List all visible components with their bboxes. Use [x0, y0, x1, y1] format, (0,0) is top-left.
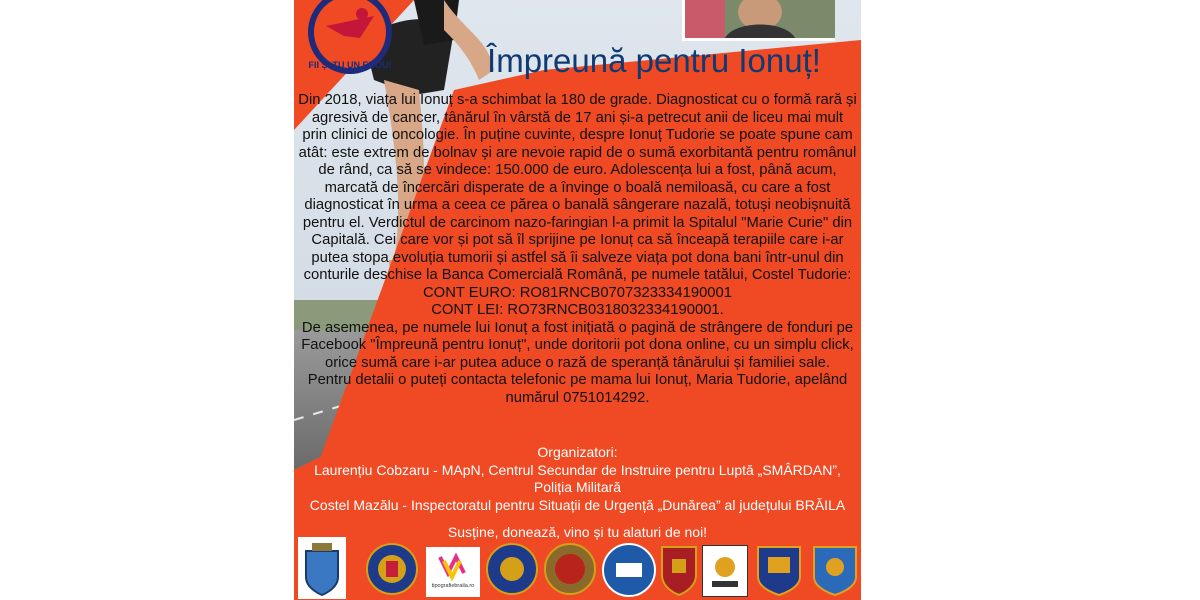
sponsor-text: tipografiebraila.ro [431, 583, 475, 589]
account-euro: CONT EURO: RO81RNCB0707323334190001 [423, 284, 732, 301]
badge-text: FII ȘI TU UN EROU! [308, 60, 392, 70]
partner-logos [294, 533, 861, 600]
portrait-photo [682, 0, 835, 41]
fire-department-emblem-icon [754, 543, 804, 597]
organizers-block [298, 444, 857, 514]
poster-title: Împreună pentru Ionuț! [487, 42, 821, 79]
organizers-heading: Organizatori: [537, 444, 618, 460]
account-lei: CONT LEI: RO73RNCB0318032334190001. [431, 302, 724, 318]
city-coat-of-arms-icon [298, 537, 346, 599]
gendarmerie-emblem-icon [812, 543, 858, 597]
army-unit-emblem-icon [486, 543, 538, 595]
hero-badge-logo [304, 0, 396, 78]
regiment-shield-icon [660, 545, 698, 597]
print-shop-logo [426, 547, 480, 597]
contact-paragraph: Pentru detalii o puteți contacta telefonic pe mama lui Ionuț, Maria Tudorie, apelând numărul 0751014292. [307, 372, 848, 406]
organizer-1: Laurențiu Cobzaru - MApN, Centrul Secundar de Instruire pentru Luptă „SMÂRDAN”, Poliția Militară [314, 461, 841, 495]
event-poster [294, 0, 861, 600]
training-center-emblem-icon [544, 543, 596, 595]
facebook-paragraph: De asemenea, pe numele lui Ionuț a fost inițiată o pagină de strângere de fonduri pe Facebook "Împreună pentru Ionuț", unde doritorii pot dona online, cu un simplu click, orice sumă care i-ar putea aduce o rază de speranță tânărului și familiei sale. [301, 319, 854, 371]
school-emblem-icon [602, 543, 656, 597]
organizer-2: Costel Mazălu - Inspectoratul pentru Situații de Urgență „Dunărea” al județului BRĂILA [309, 496, 846, 513]
story-paragraph: Din 2018, viața lui Ionuț s-a schimbat la 180 de grade. Diagnosticat cu o formă rară și agresivă de cancer, tânărul în vârstă de 17 ani și-a petrecut anii de liceu mai mult prin clinici de oncologie. În puține cuvinte, despre Ionuț Tudorie se poate spune cam atât: este extrem de bolnav și are nevoie rapid de o sumă exorbitantă pentru românul de rând, ca să se vindece: 150.000 de euro. Adolescența lui a fost, până acum, marcată de încercări disperate de a învinge o boală nemiloasă, cu care a fost diagnosticat în urma a ceea ce părea o banală sângerare nazală, totuși neobișnuită pentru el. Verdictul de carcinom nazo-faringian l-a primit la Spitalul "Marie Curie" din Capitală. Cei care vor și pot să îl sprijine pe Ionuț ca să înceapă terapiile care i-ar putea stopa evoluția tumorii și astfel să îi salveze viața pot dona bani într-unul din conturile deschise la Banca Comercială Română, pe numele tatălui, Costel Tudorie: [298, 92, 857, 283]
appeal-text [298, 92, 857, 407]
military-police-emblem-icon [366, 543, 418, 595]
slogan: Susține, donează, vino și tu alaturi de noi! [447, 524, 708, 540]
association-logo [702, 545, 748, 597]
